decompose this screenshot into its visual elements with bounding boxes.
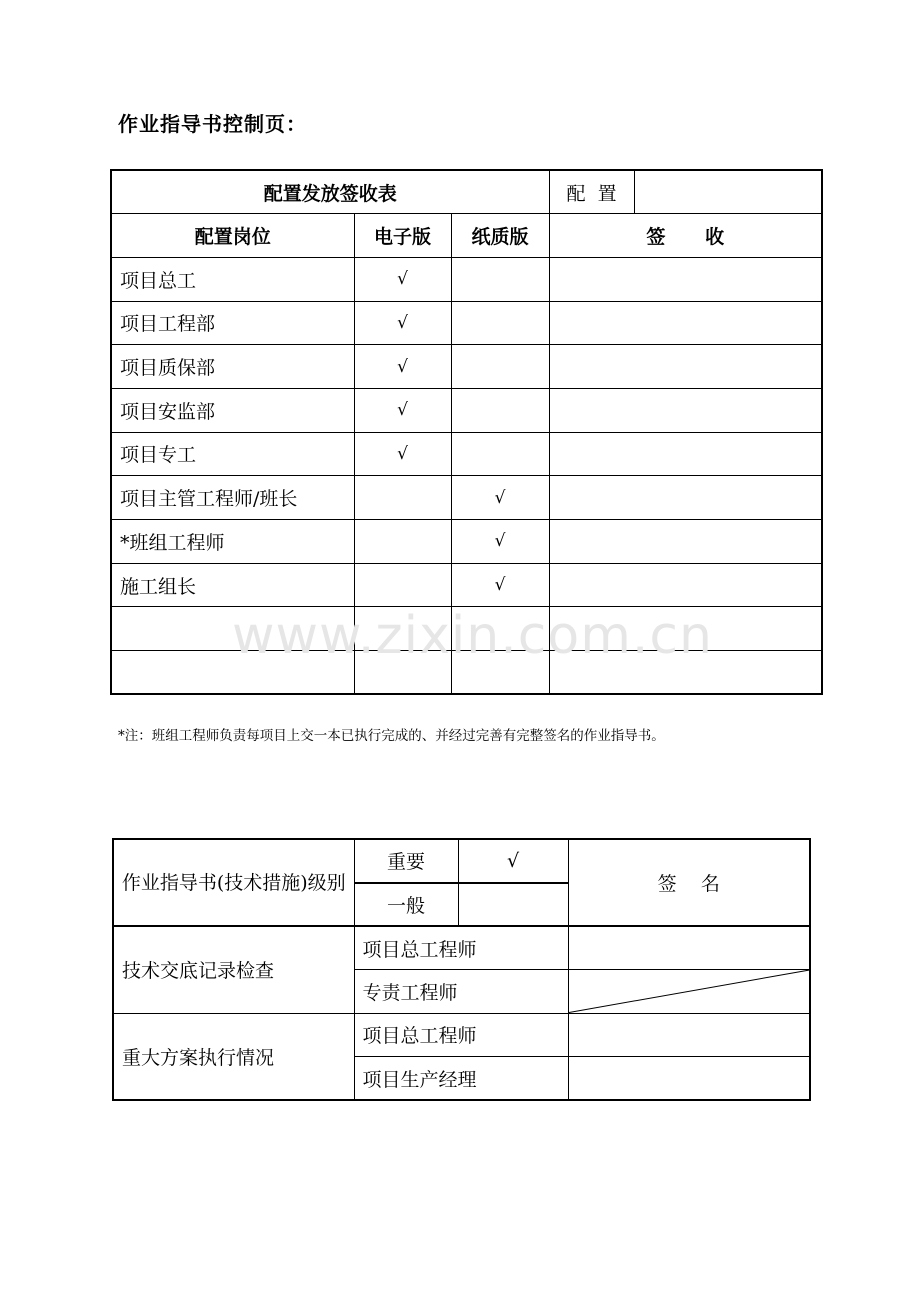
tech-check-sign-cell[interactable] — [568, 926, 810, 970]
plan-exec-sign-cell[interactable] — [568, 1013, 810, 1057]
sign-cell[interactable] — [549, 388, 822, 432]
footnote: *注：班组工程师负责每项目上交一本已执行完成的、并经过完善有完整签名的作业指导书。 — [118, 728, 665, 744]
plan-exec-sign-cell[interactable] — [568, 1057, 810, 1101]
position-cell: *班组工程师 — [111, 520, 354, 564]
tech-check-role: 项目总工程师 — [354, 926, 568, 970]
distribution-table-heading: 配置发放签收表 — [111, 170, 549, 214]
general-label: 一般 — [354, 883, 458, 927]
sign-cell[interactable] — [549, 345, 822, 389]
paper-check: √ — [451, 563, 549, 607]
sign-cell[interactable] — [549, 432, 822, 476]
table-row — [111, 476, 822, 520]
watermark: www.zixin.com.cn — [232, 606, 713, 666]
col-header-sign: 签 收 — [549, 214, 822, 258]
tech-check-label: 技术交底记录检查 — [113, 926, 354, 1013]
paper-check — [451, 301, 549, 345]
electronic-check: √ — [354, 432, 451, 476]
table-row — [111, 432, 822, 476]
table-row — [111, 388, 822, 432]
electronic-check — [354, 520, 451, 564]
plan-exec-role: 项目生产经理 — [354, 1057, 568, 1101]
diagonal-struck-cell — [568, 970, 810, 1014]
position-cell: 施工组长 — [111, 563, 354, 607]
electronic-check: √ — [354, 345, 451, 389]
sign-cell[interactable] — [549, 520, 822, 564]
page-title: 作业指导书控制页： — [118, 112, 307, 136]
config-label: 配 置 — [549, 170, 634, 214]
paper-check — [451, 388, 549, 432]
paper-check — [451, 432, 549, 476]
sign-cell[interactable] — [549, 563, 822, 607]
tech-check-role: 专责工程师 — [354, 970, 568, 1014]
paper-check — [451, 257, 549, 301]
diagonal-line-icon — [569, 970, 810, 1013]
sign-cell[interactable] — [549, 476, 822, 520]
position-cell: 项目专工 — [111, 432, 354, 476]
table-row — [111, 563, 822, 607]
sign-cell[interactable] — [549, 257, 822, 301]
paper-check — [451, 345, 549, 389]
position-cell: 项目工程部 — [111, 301, 354, 345]
electronic-check — [354, 563, 451, 607]
important-mark[interactable]: √ — [458, 839, 568, 883]
level-table — [112, 838, 811, 1101]
important-label: 重要 — [354, 839, 458, 883]
electronic-check: √ — [354, 301, 451, 345]
sign-cell[interactable] — [549, 301, 822, 345]
general-mark[interactable] — [458, 883, 568, 927]
paper-check: √ — [451, 476, 549, 520]
table-row — [111, 520, 822, 564]
level-label: 作业指导书(技术措施)级别 — [113, 839, 354, 926]
electronic-check — [354, 476, 451, 520]
position-cell: 项目安监部 — [111, 388, 354, 432]
config-value[interactable] — [634, 170, 822, 214]
position-cell: 项目主管工程师/班长 — [111, 476, 354, 520]
paper-check: √ — [451, 520, 549, 564]
electronic-check: √ — [354, 257, 451, 301]
col-header-paper: 纸质版 — [451, 214, 549, 258]
position-cell: 项目总工 — [111, 257, 354, 301]
plan-exec-role: 项目总工程师 — [354, 1013, 568, 1057]
table-row — [111, 345, 822, 389]
col-header-position: 配置岗位 — [111, 214, 354, 258]
position-cell: 项目质保部 — [111, 345, 354, 389]
table-row — [111, 301, 822, 345]
col-header-electronic: 电子版 — [354, 214, 451, 258]
electronic-check: √ — [354, 388, 451, 432]
plan-exec-label: 重大方案执行情况 — [113, 1013, 354, 1100]
table-row — [111, 257, 822, 301]
sign-header: 签 名 — [568, 839, 810, 926]
